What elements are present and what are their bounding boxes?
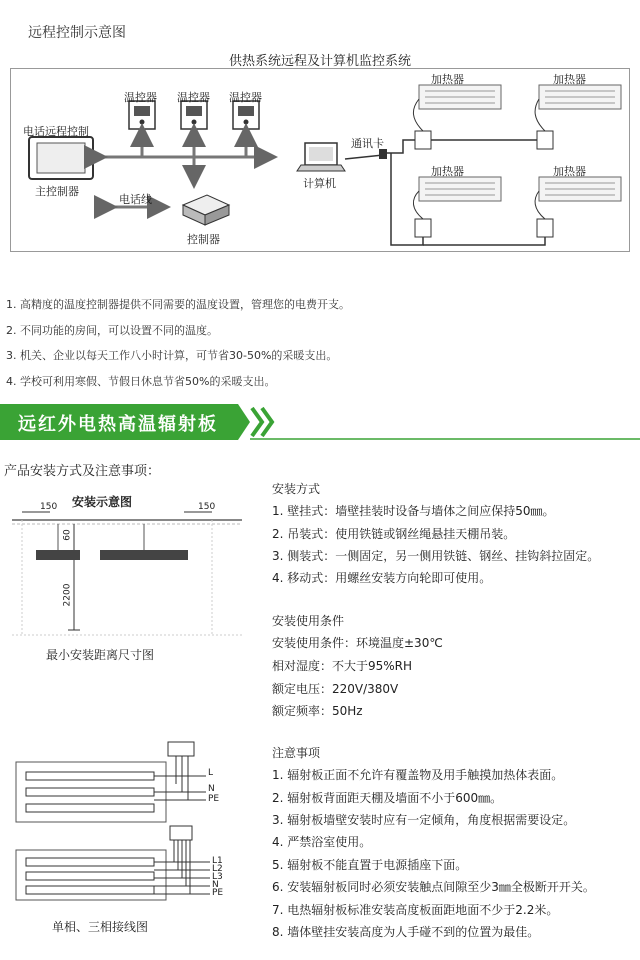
install-heading: 产品安装方式及注意事项： [4,464,161,479]
wiring-diagram [10,740,250,910]
heater-label: 加热器 [553,73,586,86]
system-title: 供热系统远程及计算机监控系统 [228,54,411,69]
computer-label: 计算机 [303,177,336,190]
wire-label-l2: L2 [212,864,223,874]
installation-diagram [12,490,252,640]
remote-diagram-graphic [11,69,629,251]
note-item: 7. 电热辐射板标准安装高度板面距地面不少于2.2米。 [272,903,559,917]
wire-label-l3: L3 [212,872,223,882]
comm-card-label: 通讯卡 [351,137,384,150]
thermostat-icon [129,101,155,129]
thermostat-label: 温控器 [177,91,210,104]
note-item: 5. 辐射板不能直置于电源插座下面。 [272,858,468,872]
wiring-caption: 单相、三相接线图 [52,920,149,934]
note-item: 1. 辐射板正面不允许有覆盖物及用手触摸加热体表面。 [272,768,564,782]
banner-title: 远红外电热高温辐射板 [18,414,218,435]
min-distance-caption: 最小安装距离尺寸图 [46,648,155,662]
heater-label: 加热器 [553,165,586,178]
remote-diagram [10,68,630,252]
notes-title: 注意事项 [272,746,321,760]
note-item: 6. 安装辐射板同时必须安装触点间隙至少3㎜全极断开开关。 [272,880,595,894]
method-item: 3. 侧装式：一侧固定，另一侧用铁链、钢丝、挂钩斜拉固定。 [272,549,600,563]
condition-item: 相对湿度：不大于95%RH [272,659,413,673]
section-banner [0,400,640,444]
benefit-item: 3. 机关、企业以每天工作八小时计算，可节省30-50%的采暖支出。 [6,349,338,362]
wire-label-l: L [208,768,214,778]
wire-label-pe: PE [208,794,220,804]
note-item: 8. 墙体壁挂安装高度为人手碰不到的位置为最佳。 [272,925,540,939]
wire-label-n: N [208,784,215,794]
dim-2200: 2200 [62,583,73,607]
thermostat-icon [233,101,259,129]
conditions-title: 安装使用条件 [272,614,345,628]
thermostat-label: 温控器 [124,91,157,104]
method-item: 1. 壁挂式：墙壁挂装时设备与墙体之间应保持50㎜。 [272,504,555,518]
benefit-item: 2. 不同功能的房间，可以设置不同的温度。 [6,324,218,337]
heater-icon [539,177,621,201]
benefit-item: 1. 高精度的温度控制器提供不同需要的温度设置，管理您的电费开支。 [6,298,350,311]
main-controller-label: 主控制器 [35,185,79,198]
heater-icon [419,177,501,201]
phone-line-label: 电话线 [119,193,152,206]
main-controller-icon [29,137,93,179]
diagram-title: 安装示意图 [72,495,133,509]
wire-label-n3: N [212,880,219,890]
wire-label-l1: L1 [212,856,223,866]
note-item: 2. 辐射板背面距天棚及墙面不小于600㎜。 [272,791,503,805]
condition-item: 额定频率：50Hz [272,704,363,718]
methods-title: 安装方式 [272,482,321,496]
thermostat-label: 温控器 [229,91,262,104]
wire-label-pe3: PE [212,888,224,898]
heater-icon [539,85,621,109]
note-item: 4. 严禁浴室使用。 [272,835,372,849]
heater-label: 加热器 [431,73,464,86]
heater-label: 加热器 [431,165,464,178]
phone-remote-label: 电话远程控制 [23,125,89,138]
controller-label: 控制器 [187,233,220,246]
condition-item: 额定电压：220V/380V [272,682,399,696]
method-item: 2. 吊装式：使用铁链或钢丝绳悬挂天棚吊装。 [272,527,516,541]
method-item: 4. 移动式：用螺丝安装方向轮即可使用。 [272,571,492,585]
dim-right: 150 [198,502,216,512]
heater-icon [419,85,501,109]
controller-box-icon [183,195,229,225]
thermostat-icon [181,101,207,129]
dim-60: 60 [62,529,73,541]
computer-icon [297,143,345,171]
dim-left: 150 [40,502,58,512]
remote-section-title: 远程控制示意图 [28,25,126,41]
installation-diagram-graphic [12,490,252,640]
benefit-item: 4. 学校可利用寒假、节假日休息节省50%的采暖支出。 [6,375,276,388]
note-item: 3. 辐射板墙壁安装时应有一定倾角，角度根据需要设定。 [272,813,576,827]
condition-item: 安装使用条件：环境温度±30℃ [272,636,443,650]
